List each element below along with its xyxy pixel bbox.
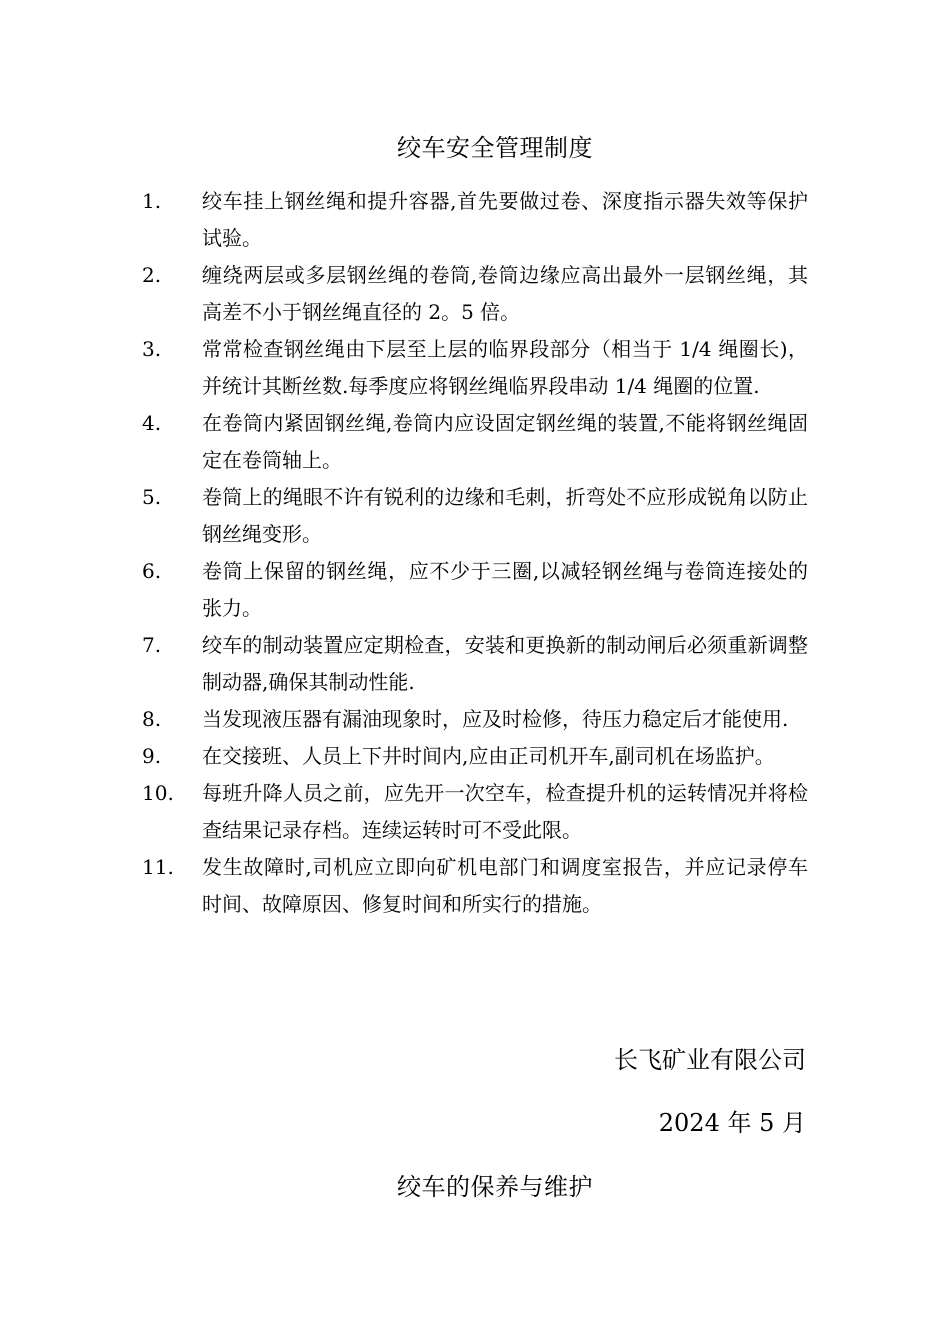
item-number: 2.	[142, 263, 162, 287]
item-number: 11.	[142, 855, 174, 879]
rules-list	[142, 183, 808, 923]
list-item	[142, 775, 808, 849]
company-name: 长飞矿业有限公司	[614, 1046, 806, 1074]
item-number: 8.	[142, 707, 162, 731]
list-item	[142, 405, 808, 479]
item-number: 5.	[142, 485, 162, 509]
item-text: 当发现液压器有漏油现象时，应及时检修，待压力稳定后才能使用.	[202, 707, 789, 731]
list-item	[142, 553, 808, 627]
list-item	[142, 331, 808, 405]
document-date: 2024 年 5 月	[658, 1109, 806, 1137]
item-text: 缠绕两层或多层钢丝绳的卷筒,卷筒边缘应高出最外一层钢丝绳，其高差不小于钢丝绳直径的 2。5 倍。	[202, 263, 808, 324]
item-text: 卷筒上的绳眼不许有锐利的边缘和毛刺，折弯处不应形成锐角以防止钢丝绳变形。	[202, 485, 808, 546]
item-number: 9.	[142, 744, 162, 768]
list-item	[142, 183, 808, 257]
item-text: 绞车挂上钢丝绳和提升容器,首先要做过卷、深度指示器失效等保护试验。	[202, 189, 808, 250]
item-text: 卷筒上保留的钢丝绳，应不少于三圈,以减轻钢丝绳与卷筒连接处的张力。	[202, 559, 808, 620]
item-number: 6.	[142, 559, 162, 583]
list-item	[142, 257, 808, 331]
next-section-title: 绞车的保养与维护	[397, 1173, 593, 1201]
item-number: 1.	[142, 189, 162, 213]
item-text: 常常检查钢丝绳由下层至上层的临界段部分（相当于 1/4 绳圈长)，并统计其断丝数.每季度应将钢丝绳临界段串动 1/4 绳圈的位置.	[202, 337, 808, 398]
list-item	[142, 479, 808, 553]
item-number: 4.	[142, 411, 162, 435]
list-item	[142, 701, 808, 738]
item-text: 每班升降人员之前，应先开一次空车，检查提升机的运转情况并将检查结果记录存档。连续运转时可不受此限。	[202, 781, 808, 842]
item-text: 绞车的制动装置应定期检查，安装和更换新的制动闸后必须重新调整制动器,确保其制动性能.	[202, 633, 808, 694]
item-number: 3.	[142, 337, 162, 361]
list-item	[142, 738, 808, 775]
item-number: 7.	[142, 633, 162, 657]
item-text: 发生故障时,司机应立即向矿机电部门和调度室报告，并应记录停车时间、故障原因、修复时间和所实行的措施。	[202, 855, 808, 916]
item-text: 在交接班、人员上下井时间内,应由正司机开车,副司机在场监护。	[202, 744, 775, 768]
item-text: 在卷筒内紧固钢丝绳,卷筒内应设固定钢丝绳的装置,不能将钢丝绳固定在卷筒轴上。	[202, 411, 808, 472]
list-item	[142, 627, 808, 701]
document-title: 绞车安全管理制度	[397, 134, 593, 162]
list-item	[142, 849, 808, 923]
item-number: 10.	[142, 781, 174, 805]
